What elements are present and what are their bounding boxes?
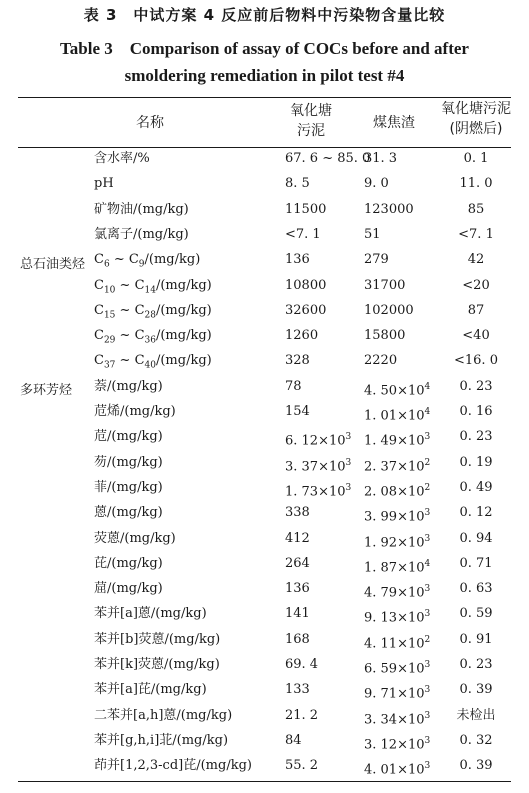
row-sludge-value: 168 — [285, 632, 310, 647]
row-after-value: 0. 23 — [459, 379, 493, 394]
row-sludge-value: 32600 — [285, 303, 327, 318]
row-after-value: 0. 91 — [459, 632, 493, 647]
row-name: 二苯并[a,h]蒽/(mg/kg) — [94, 708, 233, 723]
row-sludge-value: 133 — [285, 682, 310, 697]
row-after-value: 0. 39 — [459, 682, 493, 697]
row-sludge-value: 338 — [285, 505, 310, 520]
row-name: 菲/(mg/kg) — [94, 480, 163, 495]
row-sludge-value: 69. 4 — [285, 657, 319, 672]
row-after-value: 85 — [467, 202, 485, 217]
row-sludge-value: 1260 — [285, 328, 319, 343]
row-after-value: <7. 1 — [458, 227, 494, 242]
row-name: 茚并[1,2,3-cd]芘/(mg/kg) — [94, 758, 252, 773]
row-name: 苊烯/(mg/kg) — [94, 404, 176, 419]
row-coal-slag-value: 4. $79\times 10^3$ — [364, 584, 431, 601]
row-name: 萘/(mg/kg) — [94, 379, 163, 394]
row-sludge-value: <7. 1 — [285, 227, 321, 242]
row-sludge-value: 3. $37\times 10^3$ — [285, 458, 352, 475]
row-name: 氯离子/(mg/kg) — [94, 227, 189, 242]
row-name: 䓛/(mg/kg) — [94, 581, 163, 596]
row-name: 苯并[k]荧蒽/(mg/kg) — [94, 657, 220, 672]
row-name: pH — [94, 176, 114, 191]
header-sludge-after-line1: 氧化塘污泥 — [441, 101, 511, 117]
row-after-value: 87 — [467, 303, 485, 318]
row-coal-slag-value: 102000 — [364, 303, 414, 318]
row-coal-slag-value: 1. $49\times 10^3$ — [364, 432, 431, 449]
row-sludge-value: 141 — [285, 606, 310, 621]
row-coal-slag-value: 123000 — [364, 202, 414, 217]
row-coal-slag-value: 4. $01\times 10^3$ — [364, 761, 431, 778]
header-sludge — [283, 101, 339, 141]
row-name: $C_{15}$ ~ $C_{28}/(mg/kg)$ — [94, 303, 212, 321]
row-sludge-value: 136 — [285, 252, 310, 267]
table-title-english-line2: smoldering remediation in pilot test #4 — [124, 66, 405, 85]
header-name: 名称 — [136, 115, 164, 131]
group-label-tph: 总石油类烃 — [20, 257, 86, 272]
row-after-value: 未检出 — [456, 708, 496, 723]
row-name: $C_6$ ~ $C_9/(mg/kg)$ — [94, 252, 201, 270]
table-title-english-line1: Table 3 Comparison of assay of COCs before and after — [60, 39, 469, 58]
row-coal-slag-value: 9. 0 — [364, 176, 389, 191]
row-coal-slag-value: 9. $13\times 10^3$ — [364, 609, 431, 626]
header-sludge-after-line2: (阴燃后) — [449, 121, 503, 137]
header-sludge-line1: 氧化塘 — [290, 103, 332, 119]
row-name: $C_{29}$ ~ $C_{36}/(mg/kg)$ — [94, 328, 212, 346]
row-coal-slag-value: 51 — [364, 227, 381, 242]
row-sludge-value: 136 — [285, 581, 310, 596]
row-after-value: 42 — [467, 252, 485, 267]
row-name: 苯并[a]芘/(mg/kg) — [94, 682, 207, 697]
row-coal-slag-value: 31700 — [364, 278, 406, 293]
row-sludge-value: 154 — [285, 404, 310, 419]
row-after-value: 0. 23 — [459, 429, 493, 444]
row-after-value: <40 — [462, 328, 490, 343]
row-after-value: 0. 19 — [459, 455, 493, 470]
row-name: 荧蒽/(mg/kg) — [94, 531, 176, 546]
row-after-value: <16. 0 — [454, 353, 498, 368]
row-after-value: 0. 12 — [459, 505, 493, 520]
row-name: 苯并[b]荧蒽/(mg/kg) — [94, 632, 221, 647]
header-coal-slag: 煤焦渣 — [373, 115, 415, 131]
row-name: $C_{37}$ ~ $C_{40}/(mg/kg)$ — [94, 353, 212, 371]
header-sludge-line2: 污泥 — [297, 123, 325, 139]
row-after-value: 0. 49 — [459, 480, 493, 495]
row-sludge-value: 6. $12\times 10^3$ — [285, 432, 352, 449]
row-after-value: <20 — [462, 278, 490, 293]
row-after-value: 0. 63 — [459, 581, 493, 596]
row-coal-slag-value: 4. $11\times 10^2$ — [364, 635, 431, 652]
header-sludge-after — [431, 99, 521, 139]
row-name: 矿物油/(mg/kg) — [94, 202, 189, 217]
row-sludge-value: 10800 — [285, 278, 327, 293]
row-sludge-value: 412 — [285, 531, 310, 546]
row-coal-slag-value: 6. $59\times 10^3$ — [364, 660, 431, 677]
row-after-value: 11. 0 — [459, 176, 493, 191]
row-after-value: 0. 94 — [459, 531, 493, 546]
row-coal-slag-value: 2. $08\times 10^2$ — [364, 483, 431, 500]
row-sludge-value: 84 — [285, 733, 302, 748]
group-label-pah: 多环芳烃 — [20, 383, 73, 398]
table-title-chinese: 表 3 中试方案 4 反应前后物料中污染物含量比较 — [83, 6, 446, 24]
row-sludge-value: 11500 — [285, 202, 327, 217]
row-after-value: 0. 59 — [459, 606, 493, 621]
table-bottom-rule — [18, 781, 511, 782]
row-sludge-value: 1. $73\times 10^3$ — [285, 483, 352, 500]
row-name: 芴/(mg/kg) — [94, 455, 163, 470]
row-name: 苊/(mg/kg) — [94, 429, 163, 444]
row-coal-slag-value: 31. 3 — [364, 151, 398, 166]
row-coal-slag-value: 3. $34\times 10^3$ — [364, 711, 431, 728]
table-header-rule — [18, 147, 511, 148]
row-name: 苯并[a]蒽/(mg/kg) — [94, 606, 207, 621]
row-coal-slag-value: 2220 — [364, 353, 398, 368]
row-coal-slag-value: 3. $99\times 10^3$ — [364, 508, 431, 525]
row-coal-slag-value: 1. $87\times 10^4$ — [364, 559, 431, 576]
row-sludge-value: 67. 6 ~ 85. 0 — [285, 151, 371, 166]
row-after-value: 0. 1 — [463, 151, 489, 166]
row-coal-slag-value: 1. $01\times 10^4$ — [364, 407, 431, 424]
row-sludge-value: 78 — [285, 379, 302, 394]
row-coal-slag-value: 2. $37\times 10^2$ — [364, 458, 431, 475]
row-coal-slag-value: 9. $71\times 10^3$ — [364, 685, 431, 702]
row-name: 苯并[g,h,i]苝/(mg/kg) — [94, 733, 229, 748]
row-coal-slag-value: 1. $92\times 10^3$ — [364, 534, 431, 551]
row-name: 含水率/% — [94, 151, 150, 166]
row-coal-slag-value: 279 — [364, 252, 389, 267]
row-coal-slag-value: 3. $12\times 10^3$ — [364, 736, 431, 753]
row-coal-slag-value: 4. $50\times 10^4$ — [364, 382, 431, 399]
row-after-value: 0. 71 — [459, 556, 493, 571]
row-name: 芘/(mg/kg) — [94, 556, 163, 571]
row-coal-slag-value: 15800 — [364, 328, 406, 343]
row-sludge-value: 8. 5 — [285, 176, 310, 191]
row-after-value: 0. 23 — [459, 657, 493, 672]
row-sludge-value: 55. 2 — [285, 758, 319, 773]
row-sludge-value: 328 — [285, 353, 310, 368]
row-name: 蒽/(mg/kg) — [94, 505, 163, 520]
row-name: $C_{10}$ ~ $C_{14}/(mg/kg)$ — [94, 278, 212, 296]
row-sludge-value: 264 — [285, 556, 310, 571]
row-sludge-value: 21. 2 — [285, 708, 319, 723]
row-after-value: 0. 39 — [459, 758, 493, 773]
row-after-value: 0. 32 — [459, 733, 493, 748]
row-after-value: 0. 16 — [459, 404, 493, 419]
